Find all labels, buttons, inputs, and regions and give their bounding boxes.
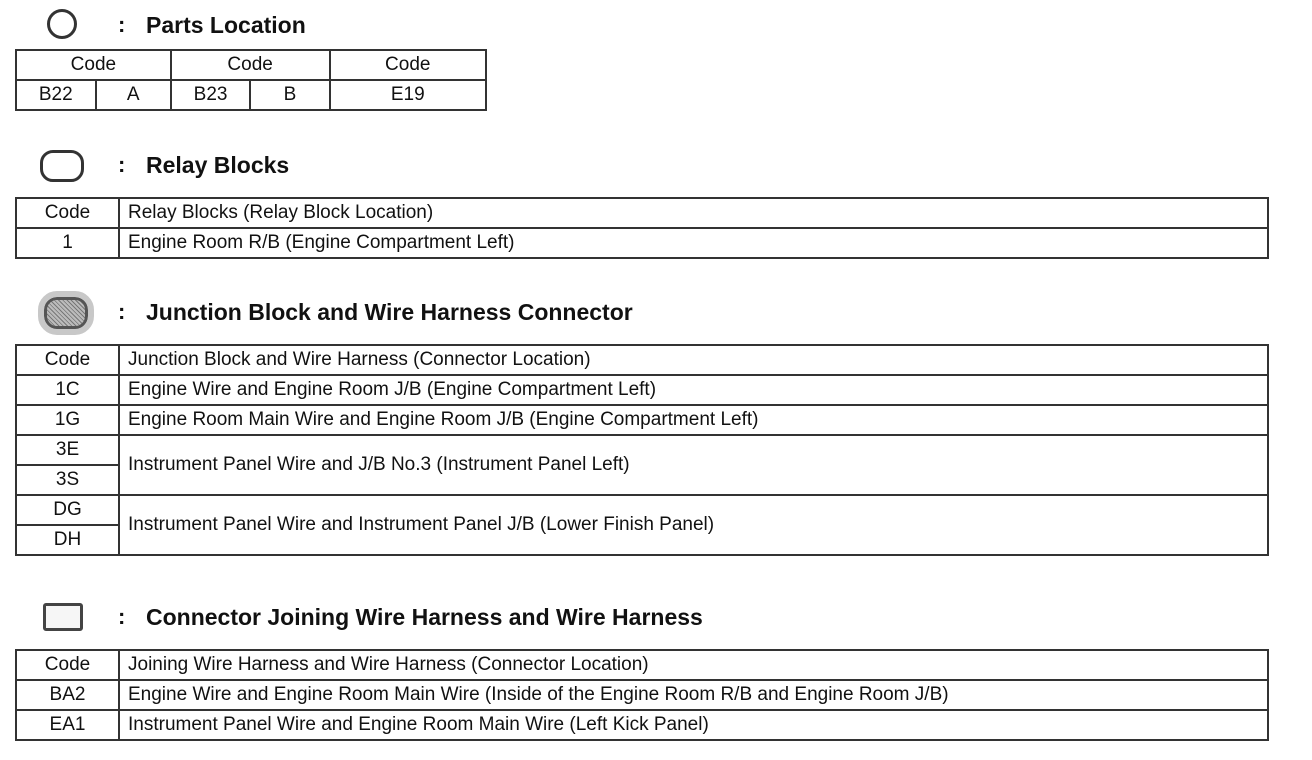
description-cell: Engine Room Main Wire and Engine Room J/B (Engine Compartment Left) [119, 405, 1268, 435]
table-row [16, 375, 1268, 405]
description-cell: Engine Room R/B (Engine Compartment Left) [119, 228, 1268, 258]
code-header: Code [16, 345, 119, 375]
code-header: Code [16, 198, 119, 228]
relay-blocks-table [15, 197, 1269, 259]
table-row [16, 228, 1268, 258]
code-cell: B [250, 80, 329, 110]
parts-location-title: Parts Location [146, 12, 306, 38]
code-cell: DH [16, 525, 119, 555]
code-cell: B23 [171, 80, 251, 110]
code-cell: 1 [16, 228, 119, 258]
junction-block-title: Junction Block and Wire Harness Connector [146, 299, 633, 325]
table-row [16, 80, 486, 110]
description-cell: Instrument Panel Wire and Instrument Panel J/B (Lower Finish Panel) [119, 495, 1268, 555]
description-cell: Instrument Panel Wire and J/B No.3 (Instrument Panel Left) [119, 435, 1268, 495]
code-header: Code [16, 50, 171, 80]
relay-blocks-header [0, 144, 900, 184]
table-row [16, 495, 1268, 525]
junction-colon: : [118, 299, 126, 324]
table-header-row [16, 198, 1268, 228]
code-cell: 3S [16, 465, 119, 495]
junction-block-table [15, 344, 1269, 556]
description-cell: Engine Wire and Engine Room Main Wire (Inside of the Engine Room R/B and Engine Room J/B) [119, 680, 1268, 710]
code-cell: A [96, 80, 171, 110]
code-header: Code [16, 650, 119, 680]
joining-colon: : [118, 604, 126, 629]
rectangle-icon [43, 603, 83, 631]
code-cell: BA2 [16, 680, 119, 710]
table-header-row [16, 50, 486, 80]
table-row [16, 435, 1268, 465]
code-cell: E19 [330, 80, 487, 110]
code-cell: B22 [16, 80, 96, 110]
parts-location-table [15, 49, 487, 111]
connector-joining-title: Connector Joining Wire Harness and Wire Harness [146, 604, 703, 630]
rounded-rect-icon [40, 150, 84, 182]
description-cell: Instrument Panel Wire and Engine Room Main Wire (Left Kick Panel) [119, 710, 1268, 740]
code-cell: 1C [16, 375, 119, 405]
description-header: Relay Blocks (Relay Block Location) [119, 198, 1268, 228]
parts-colon: : [118, 12, 126, 37]
relay-colon: : [118, 152, 126, 177]
code-header: Code [171, 50, 330, 80]
connector-joining-header [0, 596, 900, 636]
table-row [16, 680, 1268, 710]
table-header-row [16, 650, 1268, 680]
table-header-row [16, 345, 1268, 375]
circle-icon [47, 9, 77, 39]
code-cell: 3E [16, 435, 119, 465]
table-row [16, 405, 1268, 435]
code-cell: 1G [16, 405, 119, 435]
description-header: Joining Wire Harness and Wire Harness (Connector Location) [119, 650, 1268, 680]
hatched-rounded-rect-icon [44, 297, 88, 329]
relay-blocks-title: Relay Blocks [146, 152, 290, 178]
junction-block-header [0, 291, 900, 331]
code-header: Code [330, 50, 487, 80]
connector-joining-table [15, 649, 1269, 741]
table-row [16, 710, 1268, 740]
code-cell: DG [16, 495, 119, 525]
description-header: Junction Block and Wire Harness (Connector Location) [119, 345, 1268, 375]
parts-location-header [0, 4, 900, 44]
description-cell: Engine Wire and Engine Room J/B (Engine Compartment Left) [119, 375, 1268, 405]
code-cell: EA1 [16, 710, 119, 740]
